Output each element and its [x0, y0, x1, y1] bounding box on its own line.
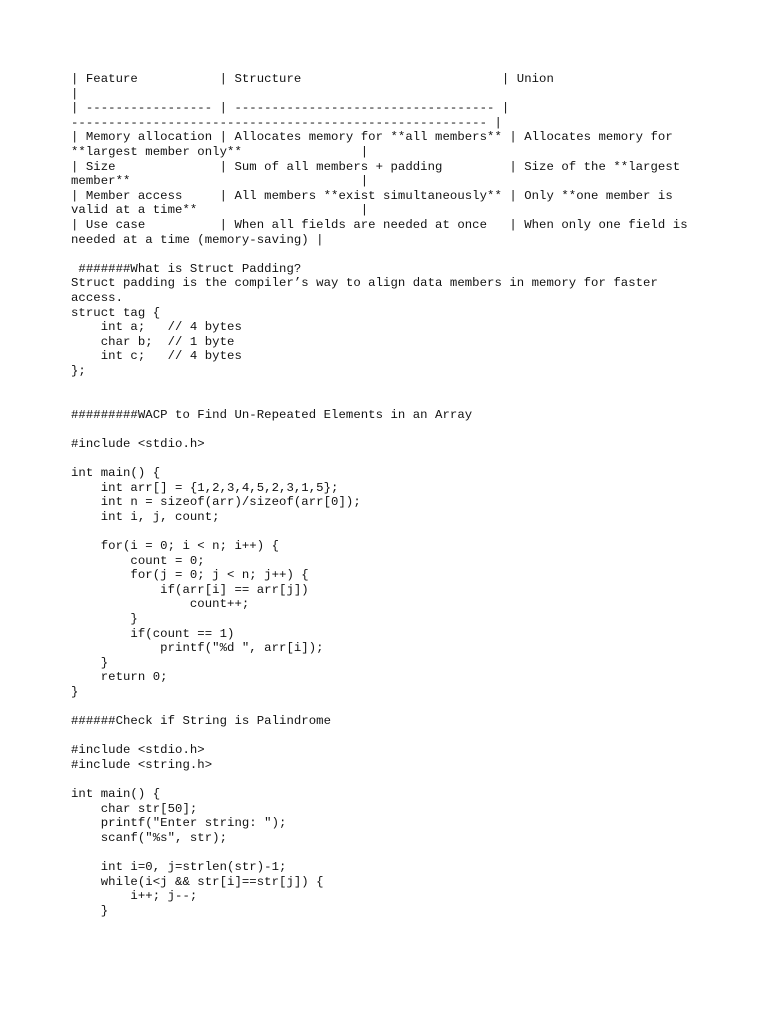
- code-line: };: [71, 363, 86, 378]
- blank-line: [71, 247, 731, 262]
- code-line: while(i<j && str[i]==str[j]) {: [71, 874, 324, 889]
- code-line: return 0;: [71, 670, 168, 685]
- blank-line: [71, 700, 731, 715]
- code-line: if(count == 1): [71, 626, 235, 641]
- blank-line: [71, 451, 731, 466]
- code-line: i++; j--;: [71, 889, 198, 904]
- code-line: struct tag {: [71, 305, 161, 320]
- table-row-size-wrap: member** |: [71, 174, 369, 189]
- code-line: printf("Enter string: ");: [71, 816, 287, 831]
- code-line: #include <stdio.h>: [71, 743, 205, 758]
- code-line: }: [71, 655, 109, 670]
- table-row-memory-allocation: | Memory allocation | Allocates memory for **all members** | Allocates memory for: [71, 130, 673, 145]
- table-row-size: | Size | Sum of all members + padding | Size of the **largest: [71, 159, 681, 174]
- code-line: count++;: [71, 597, 250, 612]
- code-line: printf("%d ", arr[i]);: [71, 641, 324, 656]
- table-header-line: | Feature | Structure | Union: [71, 72, 554, 86]
- table-row-member-access: | Member access | All members **exist simultaneously** | Only **one member is: [71, 188, 673, 203]
- blank-line: [71, 729, 731, 744]
- paragraph-line: access.: [71, 290, 124, 305]
- code-line: for(j = 0; j < n; j++) {: [71, 568, 309, 583]
- code-line: }: [71, 903, 109, 918]
- code-line: int a; // 4 bytes: [71, 320, 242, 335]
- blank-line: [71, 378, 731, 393]
- table-header-line-wrap: |: [71, 86, 79, 101]
- table-row-member-access-wrap: valid at a time** |: [71, 203, 369, 218]
- code-line: int i=0, j=strlen(str)-1;: [71, 860, 287, 875]
- code-line: int main() {: [71, 787, 161, 802]
- paragraph-line: Struct padding is the compiler’s way to align data members in memory for faster: [71, 276, 658, 291]
- document-page: [71, 72, 731, 918]
- code-line: scanf("%s", str);: [71, 830, 228, 845]
- code-line: }: [71, 611, 138, 626]
- blank-line: [71, 524, 731, 539]
- section-heading-unrepeated-elements: #########WACP to Find Un-Repeated Elements in an Array: [71, 407, 473, 422]
- section-heading-palindrome: ######Check if String is Palindrome: [71, 714, 332, 729]
- code-line: count = 0;: [71, 553, 205, 568]
- code-line: int n = sizeof(arr)/sizeof(arr[0]);: [71, 495, 361, 510]
- code-line: #include <stdio.h>: [71, 436, 205, 451]
- blank-line: [71, 773, 731, 788]
- table-row-use-case-wrap: needed at a time (memory-saving) |: [71, 232, 324, 247]
- code-line: char str[50];: [71, 801, 198, 816]
- code-line: char b; // 1 byte: [71, 334, 235, 349]
- code-line: }: [71, 684, 79, 699]
- table-separator-line: | ----------------- | ----------------------------------- |: [71, 101, 510, 116]
- table-separator-line-wrap: -------------------------------------------------------- |: [71, 115, 502, 130]
- table-row-use-case: | Use case | When all fields are needed at once | When only one field is: [71, 217, 688, 232]
- table-row-memory-allocation-wrap: **largest member only** |: [71, 144, 369, 159]
- code-line: if(arr[i] == arr[j]): [71, 582, 309, 597]
- section-heading-struct-padding: #######What is Struct Padding?: [71, 261, 302, 276]
- blank-line: [71, 393, 731, 408]
- blank-line: [71, 422, 731, 437]
- code-line: int i, j, count;: [71, 509, 220, 524]
- code-line: int arr[] = {1,2,3,4,5,2,3,1,5};: [71, 480, 339, 495]
- code-line: int c; // 4 bytes: [71, 349, 242, 364]
- blank-line: [71, 845, 731, 860]
- code-line: #include <string.h>: [71, 757, 213, 772]
- code-line: for(i = 0; i < n; i++) {: [71, 539, 280, 553]
- code-line: int main() {: [71, 466, 161, 481]
